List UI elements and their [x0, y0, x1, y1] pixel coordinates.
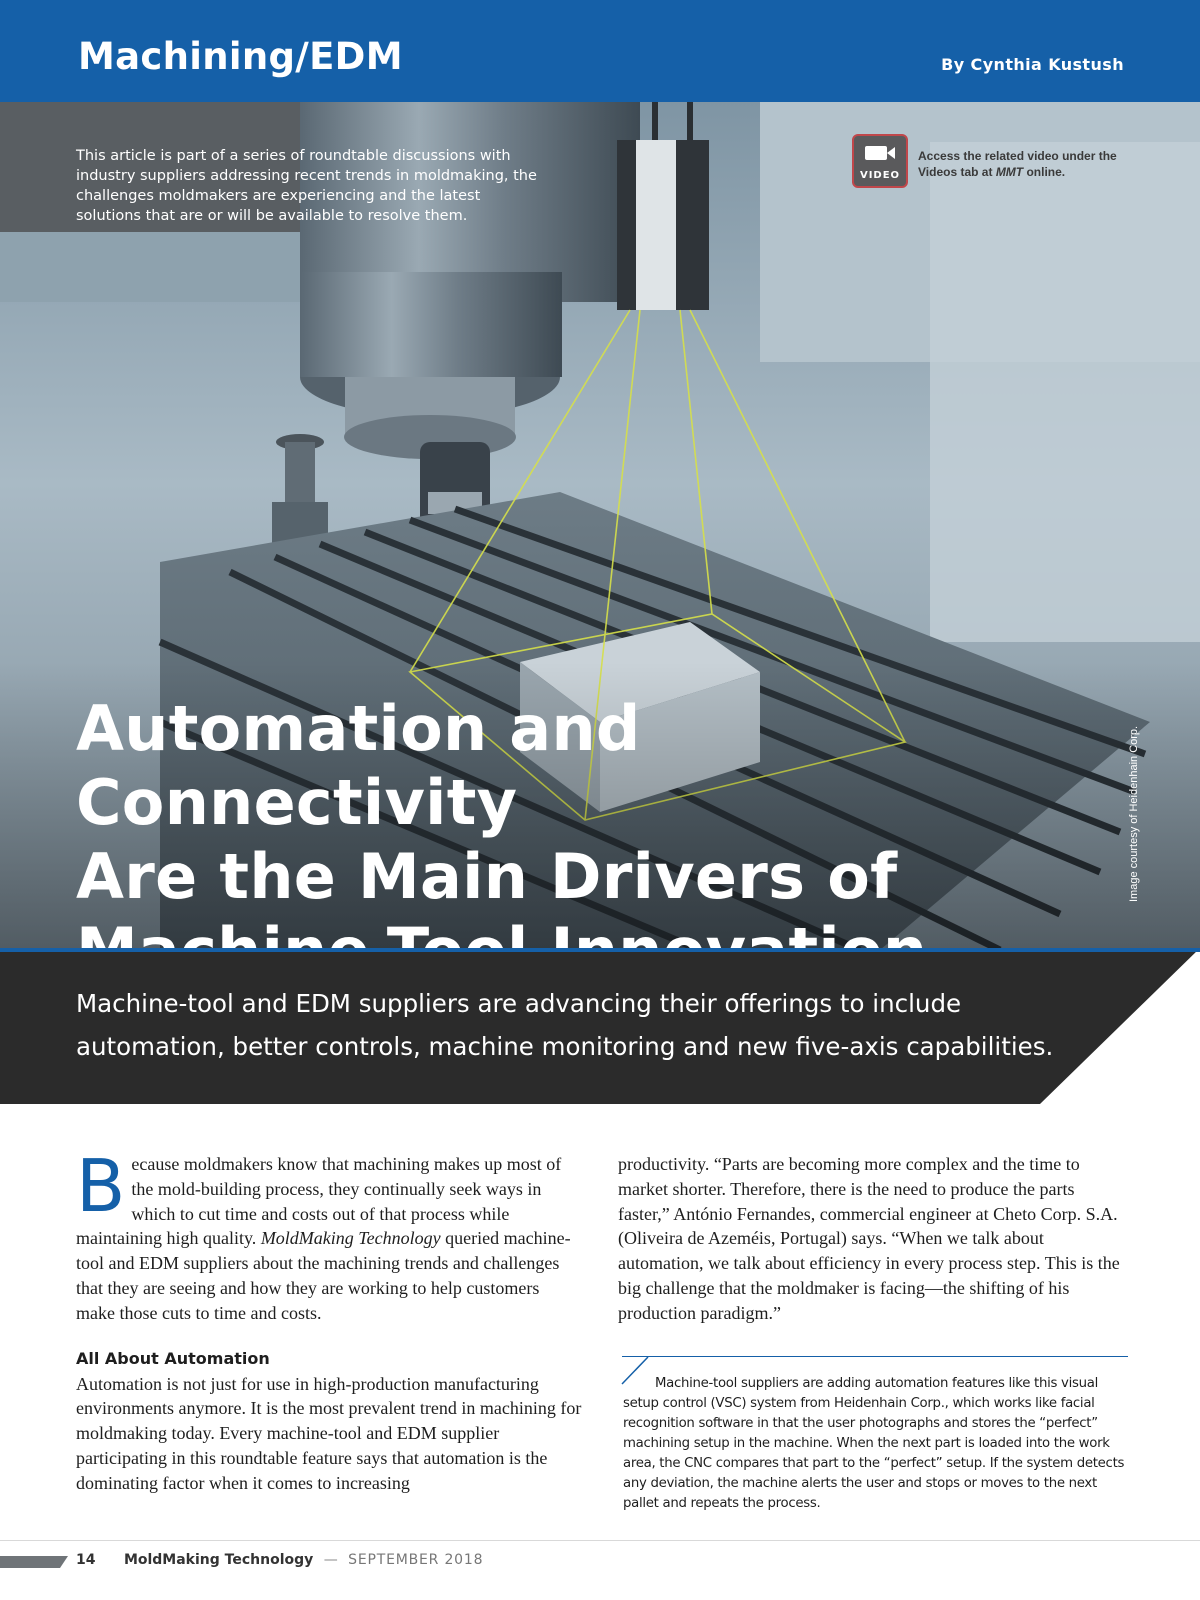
- body-paragraph-2: Automation is not just for use in high-production manufacturing environments anymore. It is the most prevalent trend in machining for moldmaking today. Every machine-tool and EDM supplier participating in this roundtable feature says that automation is the dominating factor when it comes to increasing: [76, 1373, 582, 1493]
- byline: By Cynthia Kustush: [941, 55, 1124, 74]
- body-paragraph-1-text: ecause moldmakers know that machining makes up most of the mold-building process, they continually seek ways in which to cut time and costs out of that process while maintaining high quality.: [76, 1154, 562, 1249]
- section-label: Machining/EDM: [78, 35, 403, 78]
- video-note-suffix: online.: [1023, 165, 1066, 179]
- article-headline: [76, 692, 1096, 988]
- body-column-left: [76, 1144, 582, 1496]
- video-note: [918, 148, 1118, 180]
- headline-line-1: Automation and Connectivity: [76, 692, 641, 839]
- deck-band-edge: [0, 948, 1200, 952]
- body-paragraph-1-tail: queried machine-tool and EDM suppliers about the machining trends and challenges that they are seeing and how they are working to help customers make those cuts to time and costs.: [76, 1228, 571, 1323]
- article-deck: Machine-tool and EDM suppliers are advancing their offerings to include automation, better controls, machine monitoring and new five-axis capabilities.: [76, 989, 1054, 1061]
- section-subhead: All About Automation: [76, 1348, 270, 1368]
- publication-name: MoldMaking Technology: [123, 1552, 314, 1568]
- body-paragraph-3: productivity. “Parts are becoming more complex and the time to market shorter. Therefore, there is the need to produce the parts faster,” António Fernandes, commercial engineer at Cheto Corp. S.A. (Oliveira de Azeméis, Portugal) says. “When we talk about automation, we talk about efficiency in every process step. This is the big challenge that the moldmaker is facing—the shifting of his production paradigm.”: [618, 1154, 1120, 1323]
- footer-separator: —: [323, 1552, 338, 1568]
- drop-cap: B: [76, 1144, 126, 1228]
- headline-line-2: Are the Main Drivers of: [76, 840, 898, 913]
- hero-image: [0, 102, 1200, 950]
- page-number: 14: [76, 1552, 96, 1568]
- video-camera-icon: [863, 143, 897, 163]
- video-note-emphasis: MMT: [995, 165, 1024, 179]
- series-intro: This article is part of a series of roundtable discussions with industry suppliers addressing recent trends in moldmaking, the challenges moldmakers are experiencing and the latest solutions that are or will be available to resolve them.: [76, 148, 537, 224]
- caption-rule: [622, 1356, 1128, 1357]
- video-badge-label: VIDEO: [859, 170, 901, 181]
- body-column-right: [618, 1152, 1124, 1326]
- image-credit: Image courtesy of Heidenhain Corp.: [1128, 725, 1140, 902]
- body-paragraph-1: [76, 1144, 582, 1326]
- page-footer: [76, 1552, 483, 1568]
- issue-date: SEPTEMBER 2018: [348, 1552, 484, 1568]
- video-badge[interactable]: [852, 134, 908, 188]
- publication-name-inline: MoldMaking Technology: [260, 1228, 441, 1249]
- video-note-text: Access the related video under the Videos tab at: [918, 149, 1117, 179]
- footer-rule: [0, 1540, 1200, 1541]
- footer-tab: [0, 1556, 70, 1568]
- image-caption: Machine-tool suppliers are adding automation features like this visual setup control (VSC) system from Heidenhain Corp., which works like facial recognition software in that the user photographs and stores the “perfect” machining setup in the machine. When the next part is loaded into the work area, the CNC compares that part to the “perfect” setup. If the system detects any deviation, the machine alerts the user and stops or moves to the next pallet and repeats the process.: [623, 1376, 1125, 1511]
